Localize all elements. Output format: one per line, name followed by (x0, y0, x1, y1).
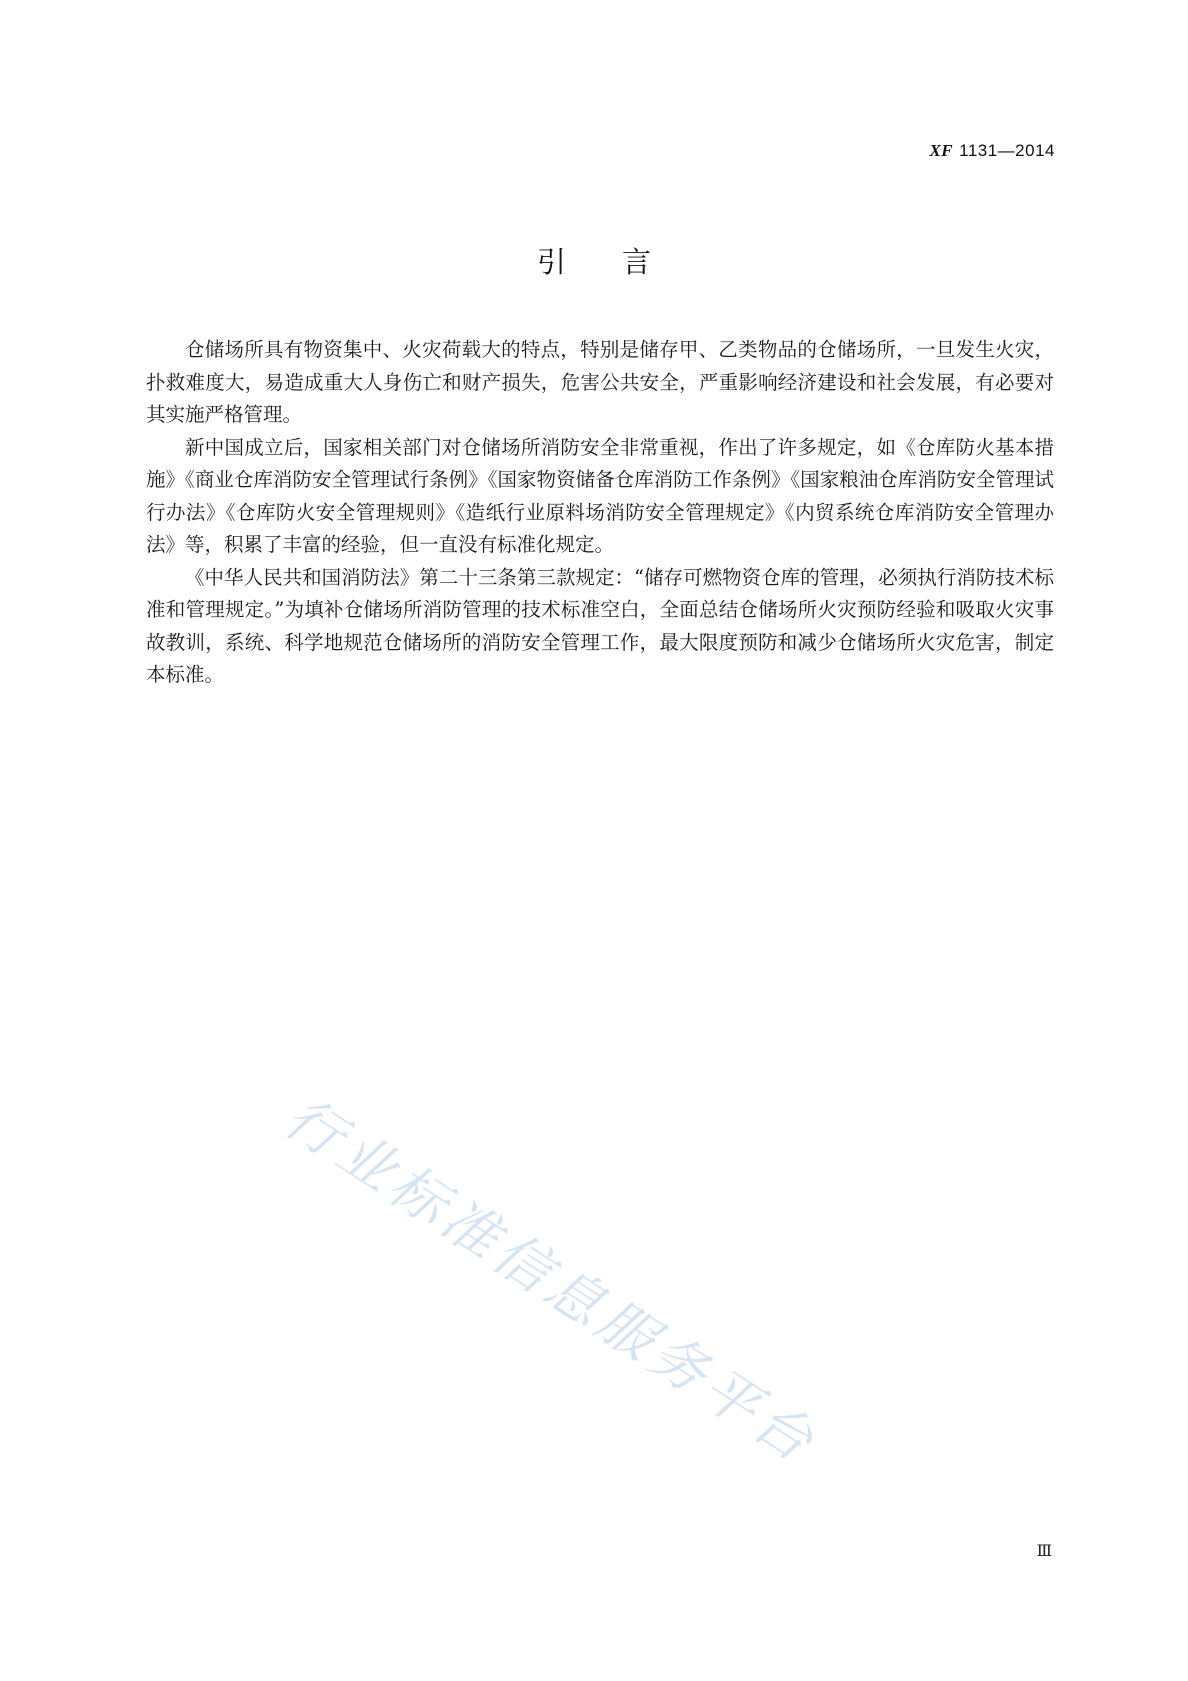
page-number: Ⅲ (1036, 1543, 1052, 1560)
watermark: 行业标准信息服务平台 (273, 1085, 829, 1478)
paragraph-1: 仓储场所具有物资集中、火灾荷载大的特点，特别是储存甲、乙类物品的仓储场所，一旦发生火灾，扑救难度大，易造成重大人身伤亡和财产损失，危害公共安全，严重影响经济建设和社会发展，有必要对其实施严格管理。 (146, 338, 1054, 426)
standard-number (929, 141, 1055, 161)
page-title: 引言 (536, 245, 707, 279)
standard-code: XF (929, 141, 954, 160)
body-text (146, 334, 1054, 692)
standard-number-value: 1131—2014 (959, 141, 1055, 160)
paragraph-3: 《中华人民共和国消防法》第二十三条第三款规定：“储存可燃物资仓库的管理，必须执行消防技术标准和管理规定。”为填补仓储场所消防管理的技术标准空白，全面总结仓储场所火灾预防经验和吸取火灾事故教训，系统、科学地规范仓储场所的消防安全管理工作，最大限度预防和减少仓储场所火灾危害，制定本标准。 (146, 565, 1054, 686)
paragraph-2: 新中国成立后，国家相关部门对仓储场所消防安全非常重视，作出了许多规定，如《仓库防火基本措施》《商业仓库消防安全管理试行条例》《国家物资储备仓库消防工作条例》《国家粮油仓库消防安全管理试行办法》《仓库防火安全管理规则》《造纸行业原料场消防安全管理规定》《内贸系统仓库消防安全管理办法》等，积累了丰富的经验，但一直没有标准化规定。 (146, 435, 1054, 556)
